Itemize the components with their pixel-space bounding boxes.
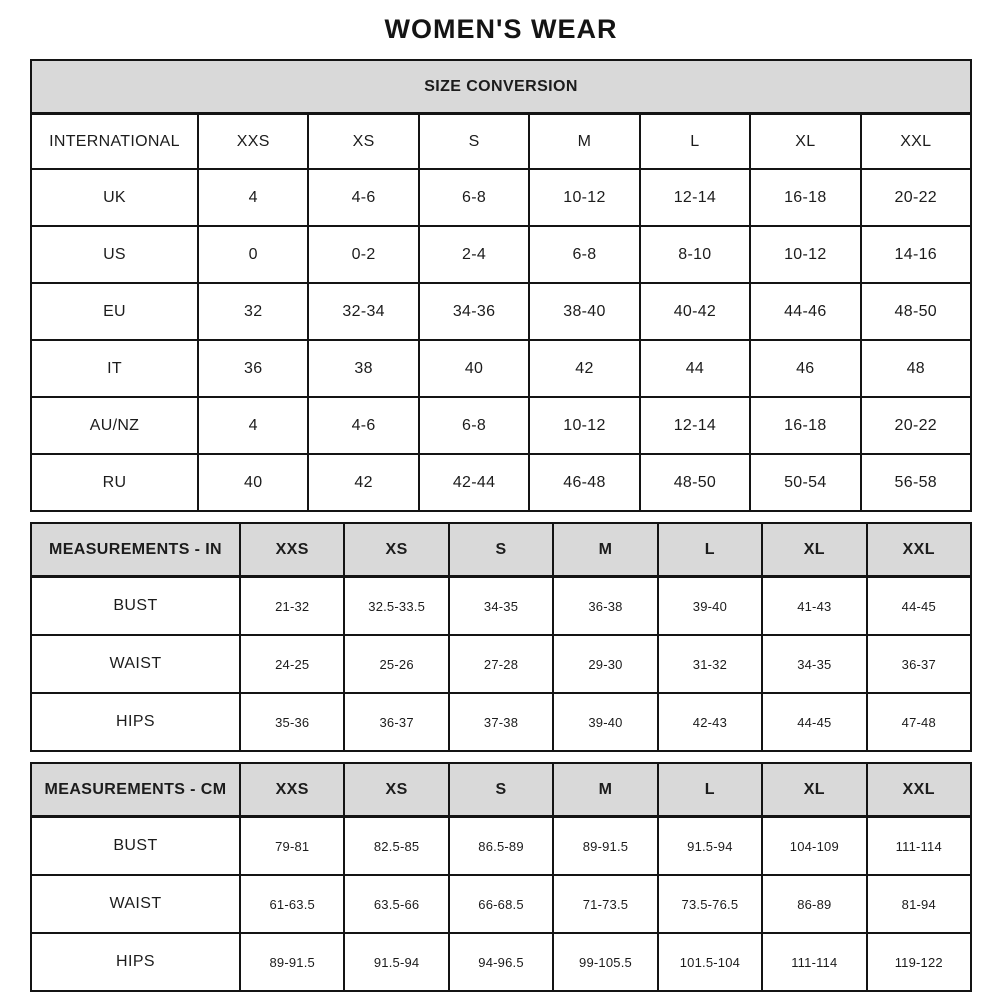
- size-conversion-table: [30, 59, 972, 512]
- measure-cell: 111-114: [762, 933, 866, 991]
- size-cell: 6-8: [419, 169, 529, 226]
- col-header-l: L: [658, 763, 762, 817]
- col-header-l: L: [640, 114, 750, 170]
- size-cell: 36: [198, 340, 308, 397]
- size-cell: 32: [198, 283, 308, 340]
- measure-cell: 81-94: [867, 875, 971, 933]
- measure-cell: 41-43: [762, 577, 866, 636]
- size-conversion-header: SIZE CONVERSION: [31, 60, 971, 114]
- col-header-xxs: XXS: [198, 114, 308, 170]
- size-cell: 40-42: [640, 283, 750, 340]
- size-cell: 44-46: [750, 283, 860, 340]
- size-cell: 10-12: [529, 397, 639, 454]
- measure-cell: 63.5-66: [344, 875, 448, 933]
- size-cell: 12-14: [640, 169, 750, 226]
- row-label: BUST: [31, 577, 240, 636]
- table-row-bust-cm: [31, 817, 971, 876]
- size-cell: 42: [308, 454, 418, 511]
- measure-cell: 37-38: [449, 693, 553, 751]
- measure-cell: 111-114: [867, 817, 971, 876]
- measurements-in-header-row: [31, 523, 971, 577]
- page-title: WOMEN'S WEAR: [384, 14, 618, 44]
- table-row-it: [31, 340, 971, 397]
- measure-cell: 86.5-89: [449, 817, 553, 876]
- size-cell: 20-22: [861, 169, 971, 226]
- size-cell: 34-36: [419, 283, 529, 340]
- size-cell: 46: [750, 340, 860, 397]
- size-cell: 6-8: [529, 226, 639, 283]
- size-cell: 56-58: [861, 454, 971, 511]
- measure-cell: 91.5-94: [658, 817, 762, 876]
- table-row-waist-in: [31, 635, 971, 693]
- col-header-xxl: XXL: [867, 763, 971, 817]
- size-cell: 42-44: [419, 454, 529, 511]
- measure-cell: 66-68.5: [449, 875, 553, 933]
- size-cell: 10-12: [750, 226, 860, 283]
- measure-cell: 29-30: [553, 635, 657, 693]
- measure-cell: 82.5-85: [344, 817, 448, 876]
- size-cell: 6-8: [419, 397, 529, 454]
- col-header-m: M: [529, 114, 639, 170]
- size-cell: 38: [308, 340, 418, 397]
- column-header-row: [31, 114, 971, 170]
- col-header-xs: XS: [344, 523, 448, 577]
- col-header-m: M: [553, 523, 657, 577]
- measure-cell: 99-105.5: [553, 933, 657, 991]
- col-header-xl: XL: [762, 523, 866, 577]
- measure-cell: 89-91.5: [553, 817, 657, 876]
- measure-cell: 25-26: [344, 635, 448, 693]
- measurements-cm-header: MEASUREMENTS - CM: [31, 763, 240, 817]
- size-cell: 38-40: [529, 283, 639, 340]
- size-cell: 2-4: [419, 226, 529, 283]
- col-header-xs: XS: [308, 114, 418, 170]
- measure-cell: 36-37: [867, 635, 971, 693]
- measure-cell: 71-73.5: [553, 875, 657, 933]
- measure-cell: 34-35: [762, 635, 866, 693]
- col-header-international: INTERNATIONAL: [31, 114, 198, 170]
- row-label: HIPS: [31, 693, 240, 751]
- col-header-xxs: XXS: [240, 523, 344, 577]
- size-cell: 4-6: [308, 169, 418, 226]
- measure-cell: 39-40: [658, 577, 762, 636]
- size-cell: 48-50: [861, 283, 971, 340]
- row-label: IT: [31, 340, 198, 397]
- col-header-xxs: XXS: [240, 763, 344, 817]
- table-row-hips-cm: [31, 933, 971, 991]
- measure-cell: 27-28: [449, 635, 553, 693]
- measure-cell: 36-38: [553, 577, 657, 636]
- row-label: US: [31, 226, 198, 283]
- measure-cell: 44-45: [867, 577, 971, 636]
- size-cell: 14-16: [861, 226, 971, 283]
- col-header-m: M: [553, 763, 657, 817]
- col-header-s: S: [419, 114, 529, 170]
- col-header-xxl: XXL: [867, 523, 971, 577]
- size-cell: 0: [198, 226, 308, 283]
- measure-cell: 32.5-33.5: [344, 577, 448, 636]
- col-header-s: S: [449, 523, 553, 577]
- col-header-xs: XS: [344, 763, 448, 817]
- table-row-eu: [31, 283, 971, 340]
- row-label: HIPS: [31, 933, 240, 991]
- col-header-xl: XL: [750, 114, 860, 170]
- table-row-waist-cm: [31, 875, 971, 933]
- table-row-bust-in: [31, 577, 971, 636]
- size-cell: 32-34: [308, 283, 418, 340]
- size-cell: 10-12: [529, 169, 639, 226]
- measure-cell: 31-32: [658, 635, 762, 693]
- size-cell: 50-54: [750, 454, 860, 511]
- measure-cell: 35-36: [240, 693, 344, 751]
- measure-cell: 104-109: [762, 817, 866, 876]
- col-header-l: L: [658, 523, 762, 577]
- measure-cell: 86-89: [762, 875, 866, 933]
- col-header-s: S: [449, 763, 553, 817]
- col-header-xl: XL: [762, 763, 866, 817]
- row-label: UK: [31, 169, 198, 226]
- table-row-ru: [31, 454, 971, 511]
- row-label: EU: [31, 283, 198, 340]
- table-row-hips-in: [31, 693, 971, 751]
- size-cell: 46-48: [529, 454, 639, 511]
- size-cell: 16-18: [750, 169, 860, 226]
- measure-cell: 42-43: [658, 693, 762, 751]
- measure-cell: 44-45: [762, 693, 866, 751]
- measurements-in-table: [30, 522, 972, 752]
- measurements-cm-table: [30, 762, 972, 992]
- measure-cell: 89-91.5: [240, 933, 344, 991]
- measure-cell: 24-25: [240, 635, 344, 693]
- col-header-xxl: XXL: [861, 114, 971, 170]
- measure-cell: 21-32: [240, 577, 344, 636]
- measure-cell: 79-81: [240, 817, 344, 876]
- row-label: WAIST: [31, 635, 240, 693]
- measure-cell: 73.5-76.5: [658, 875, 762, 933]
- measure-cell: 61-63.5: [240, 875, 344, 933]
- measure-cell: 36-37: [344, 693, 448, 751]
- measure-cell: 94-96.5: [449, 933, 553, 991]
- table-row-uk: [31, 169, 971, 226]
- size-cell: 44: [640, 340, 750, 397]
- measurements-in-header: MEASUREMENTS - IN: [31, 523, 240, 577]
- size-cell: 48-50: [640, 454, 750, 511]
- size-cell: 4: [198, 169, 308, 226]
- measurements-cm-header-row: [31, 763, 971, 817]
- size-cell: 42: [529, 340, 639, 397]
- measure-cell: 39-40: [553, 693, 657, 751]
- measure-cell: 119-122: [867, 933, 971, 991]
- table-row-aunz: [31, 397, 971, 454]
- row-label: RU: [31, 454, 198, 511]
- measure-cell: 91.5-94: [344, 933, 448, 991]
- table-row-us: [31, 226, 971, 283]
- size-cell: 20-22: [861, 397, 971, 454]
- row-label: BUST: [31, 817, 240, 876]
- row-label: AU/NZ: [31, 397, 198, 454]
- row-label: WAIST: [31, 875, 240, 933]
- measure-cell: 34-35: [449, 577, 553, 636]
- size-cell: 4-6: [308, 397, 418, 454]
- size-cell: 8-10: [640, 226, 750, 283]
- size-cell: 48: [861, 340, 971, 397]
- size-cell: 4: [198, 397, 308, 454]
- size-cell: 0-2: [308, 226, 418, 283]
- table-caption-row: [31, 60, 971, 114]
- size-cell: 16-18: [750, 397, 860, 454]
- size-cell: 40: [419, 340, 529, 397]
- size-cell: 12-14: [640, 397, 750, 454]
- measure-cell: 47-48: [867, 693, 971, 751]
- size-cell: 40: [198, 454, 308, 511]
- measure-cell: 101.5-104: [658, 933, 762, 991]
